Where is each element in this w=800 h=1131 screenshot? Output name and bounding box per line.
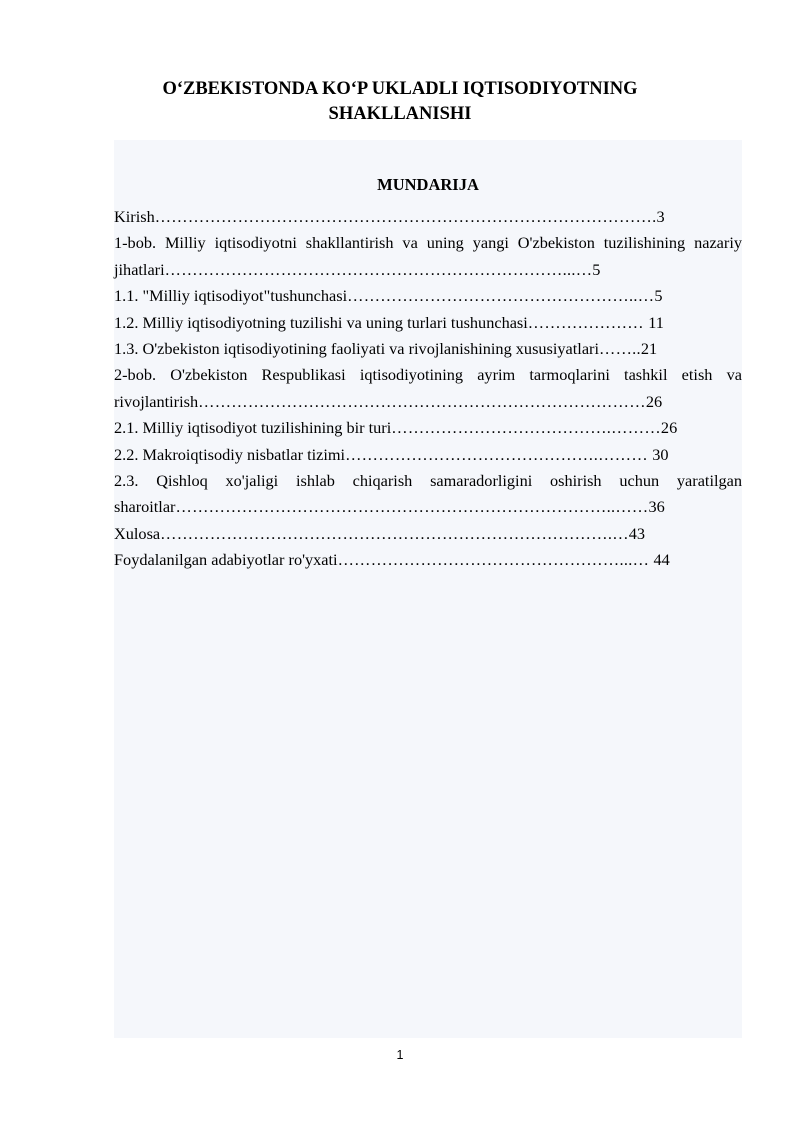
toc-entry <box>114 442 742 468</box>
toc-entry-text: 2-bob. O'zbekiston Respublikasi iqtisodiyotining ayrim tarmoqlarini tashkil etish va rivojlantirish <box>114 365 742 411</box>
table-of-contents <box>114 204 742 574</box>
toc-entry-text: 2.2. Makroiqtisodiy nisbatlar tizimi <box>114 444 346 464</box>
toc-entry-dots: ………………… <box>527 312 649 332</box>
toc-entry-dots: ……………………………………………...… <box>337 550 654 570</box>
toc-entry-text: Foydalanilgan adabiyotlar ro'yxati <box>114 550 338 570</box>
toc-entry-page: 5 <box>654 286 663 306</box>
toc-entry <box>114 310 742 336</box>
toc-entry <box>114 547 742 573</box>
toc-entry-page: 30 <box>652 444 669 464</box>
toc-entry <box>114 204 742 230</box>
toc-entry-dots: ……………………………………………………………………..…… <box>175 497 649 517</box>
toc-entry <box>114 362 742 415</box>
toc-entry-dots: ………………………………………………………………...… <box>164 259 593 279</box>
toc-entry-page: 3 <box>656 207 665 226</box>
toc-entry-text: Kirish <box>114 207 155 226</box>
toc-entry-text: 2.1. Milliy iqtisodiyot tuzilishining bir turi <box>114 418 392 438</box>
toc-entry-page: 11 <box>648 312 664 332</box>
toc-entry-dots: ………………………………………………………………………………. <box>154 207 657 226</box>
toc-heading: MUNDARIJA <box>377 175 479 194</box>
toc-entry-page: 26 <box>660 418 678 438</box>
toc-entry <box>114 415 742 441</box>
toc-entry-page: 26 <box>645 391 663 411</box>
document-title <box>60 77 740 127</box>
toc-entry-text: 1.3. O'zbekiston iqtisodiyotining faoliyati va rivojlanishining xususiyatlari <box>114 339 599 359</box>
toc-entry <box>114 230 742 283</box>
toc-entry <box>114 336 742 362</box>
document-title-line-1: O‘ZBEKISTONDA KO‘P UKLADLI IQTISODIYOTNING <box>162 79 638 99</box>
toc-entry-dots: ……………………………………….……… <box>345 444 653 464</box>
toc-entry-text: 2.3. Qishloq xo'jaligi ishlab chiqarish samaradorligini oshirish uchun yaratilgan sharoitlar <box>114 471 742 517</box>
toc-entry-text: 1.2. Milliy iqtisodiyotning tuzilishi va uning turlari tushunchasi <box>114 312 528 332</box>
toc-entry-text: 1.1. "Milliy iqtisodiyot"tushunchasi <box>114 286 348 306</box>
toc-entry-text: 1-bob. Milliy iqtisodiyotni shakllantirish va uning yangi O'zbekiston tuzilishining nazariy jihatlari <box>114 233 742 279</box>
toc-entry <box>114 521 742 547</box>
toc-entry-dots: ……………………………………………………………………… <box>198 391 646 411</box>
toc-entry <box>114 283 742 309</box>
toc-entry-text: Xulosa <box>114 523 161 543</box>
toc-entry-page: 21 <box>640 339 658 359</box>
toc-entry-dots: ……………………………………………………………………….… <box>160 523 629 543</box>
toc-entry-dots: …….. <box>599 339 641 359</box>
toc-entry-dots: ……………………………………………..… <box>347 286 655 306</box>
toc-entry-page: 43 <box>628 523 646 543</box>
toc-entry-dots: ………………………………….……… <box>391 418 661 438</box>
toc-entry-page: 44 <box>653 550 670 570</box>
toc-entry <box>114 468 742 521</box>
toc-entry-page: 36 <box>648 497 665 517</box>
document-title-line-2: SHAKLLANISHI <box>328 104 472 124</box>
toc-entry-page: 5 <box>592 259 601 279</box>
page-number: 1 <box>396 1048 404 1062</box>
